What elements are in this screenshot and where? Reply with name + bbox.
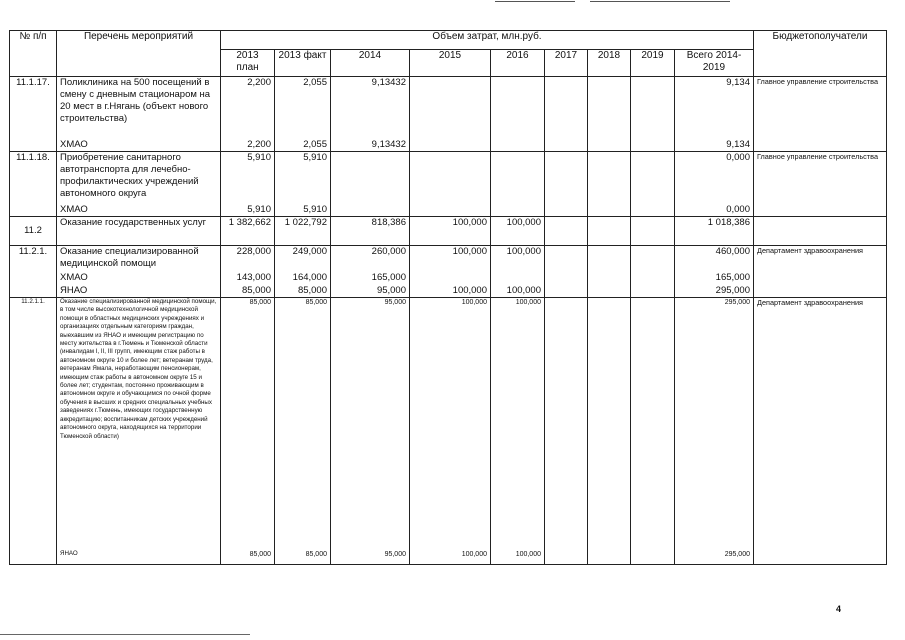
value: 95,000 [384,299,406,306]
activity-name: Поликлиника на 500 посещений в смену с дневным стационаром на 20 мест в г.Нягань (объект нового строительства) [60,77,211,124]
value: 100,000 [515,551,541,558]
header-year: 2018 [588,50,631,77]
value: 9,13432 [371,77,406,88]
value: 85,000 [297,285,327,296]
value: 2,200 [247,77,271,88]
cell-total [675,152,754,217]
table-row [10,217,887,246]
cell-2019 [631,152,675,217]
row-code: 11.2 [10,217,57,246]
row-activity [57,298,221,565]
value: 85,000 [249,299,271,306]
value: 100,000 [461,299,487,306]
cell-2013-plan [221,298,275,565]
cell-total: 1 018,386 [675,217,754,246]
header-year: 2013 план [221,50,275,77]
cell-2016 [491,152,545,217]
activity-name: Оказание специализированной медицинской помощи, в том числе высокотехнологичной медицинской помощи в областных медицинских учреждениях и организациях отдельным категориям граждан, выехавшим из ЯНАО и имеющим регистрацию по месту жительства в г.Тюмень и Тюменской области (инвалидам I, II, III групп, имеющим стаж работы в автономном округе 10 и более лет; ветеранам труда, ветеранам Ямала, неработающим пенсионерам, имеющим стаж работы в автономном округе 15 и более лет; студентам, постоянно проживающим в автономном округе и обучающимся по очной форме обучения в высших и средних специальных учебных заведениях г.Тюмень, имеющих государственную аккредитацию; воспитанникам детских учреждений автономного округа, находящихся на территории Тюменской области) [60,298,217,440]
header-year: 2019 [631,50,675,77]
row-activity [57,152,221,217]
header-year: 2016 [491,50,545,77]
cell-2018 [588,246,631,298]
cell-2013-plan [221,152,275,217]
cell-2014 [331,152,410,217]
value: 2,055 [303,77,327,88]
header-year: 2014 [331,50,410,77]
header-year: 2015 [410,50,491,77]
cell-2015: 100,000 [410,217,491,246]
value: 9,134 [726,139,750,150]
row-activity: Оказание государственных услуг [57,217,221,246]
cell-2019 [631,298,675,565]
region-label: ЯНАО [60,285,88,296]
value: 95,000 [376,285,406,296]
header-year: 2017 [545,50,588,77]
row-code: 11.1.18. [10,152,57,217]
cell-2018 [588,152,631,217]
value: 100,000 [515,299,541,306]
value: 295,000 [724,299,750,306]
cell-2019 [631,77,675,152]
cell-2019 [631,246,675,298]
cell-2013-plan [221,77,275,152]
value: 85,000 [241,285,271,296]
cell-total [675,298,754,565]
value: 5,910 [247,152,271,163]
value: 85,000 [249,551,271,558]
value: 100,000 [452,246,487,257]
cell-2015 [410,77,491,152]
row-code: 11.2.1.1. [10,298,57,565]
cell-2014 [331,298,410,565]
cell-2017 [545,298,588,565]
cell-2018 [588,217,631,246]
cell-2013-fact: 1 022,792 [275,217,331,246]
value: 0,000 [726,152,750,163]
cell-2019 [631,217,675,246]
value: 295,000 [715,285,750,296]
value: 85,000 [305,299,327,306]
value: 9,134 [726,77,750,88]
cell-2014 [331,77,410,152]
table-row [10,152,887,217]
value: 164,000 [292,272,327,283]
value: 0,000 [726,204,750,215]
header-no: № п/п [10,31,57,77]
region-label: ЯНАО [60,550,78,557]
header-recipients: Бюджетополучатели [754,31,887,77]
top-rule-left [495,1,575,2]
cell-2016 [491,298,545,565]
value: 165,000 [715,272,750,283]
header-volume: Объем затрат, млн.руб. [221,31,754,50]
value: 165,000 [371,272,406,283]
table-row [10,77,887,152]
value: 100,000 [506,285,541,296]
top-rule-right [590,1,730,2]
value: 5,910 [303,204,327,215]
region-label: ХМАО [60,139,88,150]
cell-2017 [545,77,588,152]
cell-recipient: Главное управление строительства [754,77,887,152]
cell-2016: 100,000 [491,217,545,246]
cell-2014: 818,386 [331,217,410,246]
budget-table [9,30,887,565]
cell-total [675,246,754,298]
value: 100,000 [461,551,487,558]
value: 228,000 [236,246,271,257]
activity-name: Оказание специализированной медицинской помощи [60,246,199,269]
value: 100,000 [452,285,487,296]
value: 9,13432 [371,139,406,150]
cell-2016 [491,246,545,298]
table-row [10,246,887,298]
row-code: 11.2.1. [10,246,57,298]
region-label: ХМАО [60,272,88,283]
cell-2013-plan: 1 382,662 [221,217,275,246]
cell-recipient: Главное управление строительства [754,152,887,217]
cell-2015 [410,152,491,217]
header-activities: Перечень мероприятий [57,31,221,77]
table-row [10,298,887,565]
value: 95,000 [384,551,406,558]
cell-2017 [545,152,588,217]
cell-2013-fact [275,246,331,298]
row-activity [57,246,221,298]
value: 2,055 [303,139,327,150]
cell-2013-fact [275,298,331,565]
cell-2013-fact [275,77,331,152]
value: 249,000 [292,246,327,257]
cell-total [675,77,754,152]
cell-2015 [410,298,491,565]
value: 5,910 [303,152,327,163]
value: 143,000 [236,272,271,283]
value: 295,000 [724,551,750,558]
value: 260,000 [371,246,406,257]
cell-2018 [588,77,631,152]
value: 100,000 [506,246,541,257]
cell-recipient: Департамент здравоохранения [754,298,887,565]
value: 2,200 [247,139,271,150]
header-year: 2013 факт [275,50,331,77]
cell-2015 [410,246,491,298]
cell-recipient: Департамент здравоохранения [754,246,887,298]
row-code: 11.1.17. [10,77,57,152]
region-label: ХМАО [60,204,88,215]
cell-2016 [491,77,545,152]
cell-2013-fact [275,152,331,217]
bottom-rule [0,634,250,635]
cell-2013-plan [221,246,275,298]
header-row-1 [10,31,887,50]
value: 5,910 [247,204,271,215]
page-number: 4 [836,604,842,614]
value: 460,000 [715,246,750,257]
cell-2018 [588,298,631,565]
cell-recipient [754,217,887,246]
cell-2017 [545,246,588,298]
row-activity [57,77,221,152]
cell-2014 [331,246,410,298]
value: 85,000 [305,551,327,558]
cell-2017 [545,217,588,246]
activity-name: Приобретение санитарного автотранспорта для лечебно-профилактических учреждений автономного округа [60,152,199,199]
header-year: Всего 2014-2019 [675,50,754,77]
